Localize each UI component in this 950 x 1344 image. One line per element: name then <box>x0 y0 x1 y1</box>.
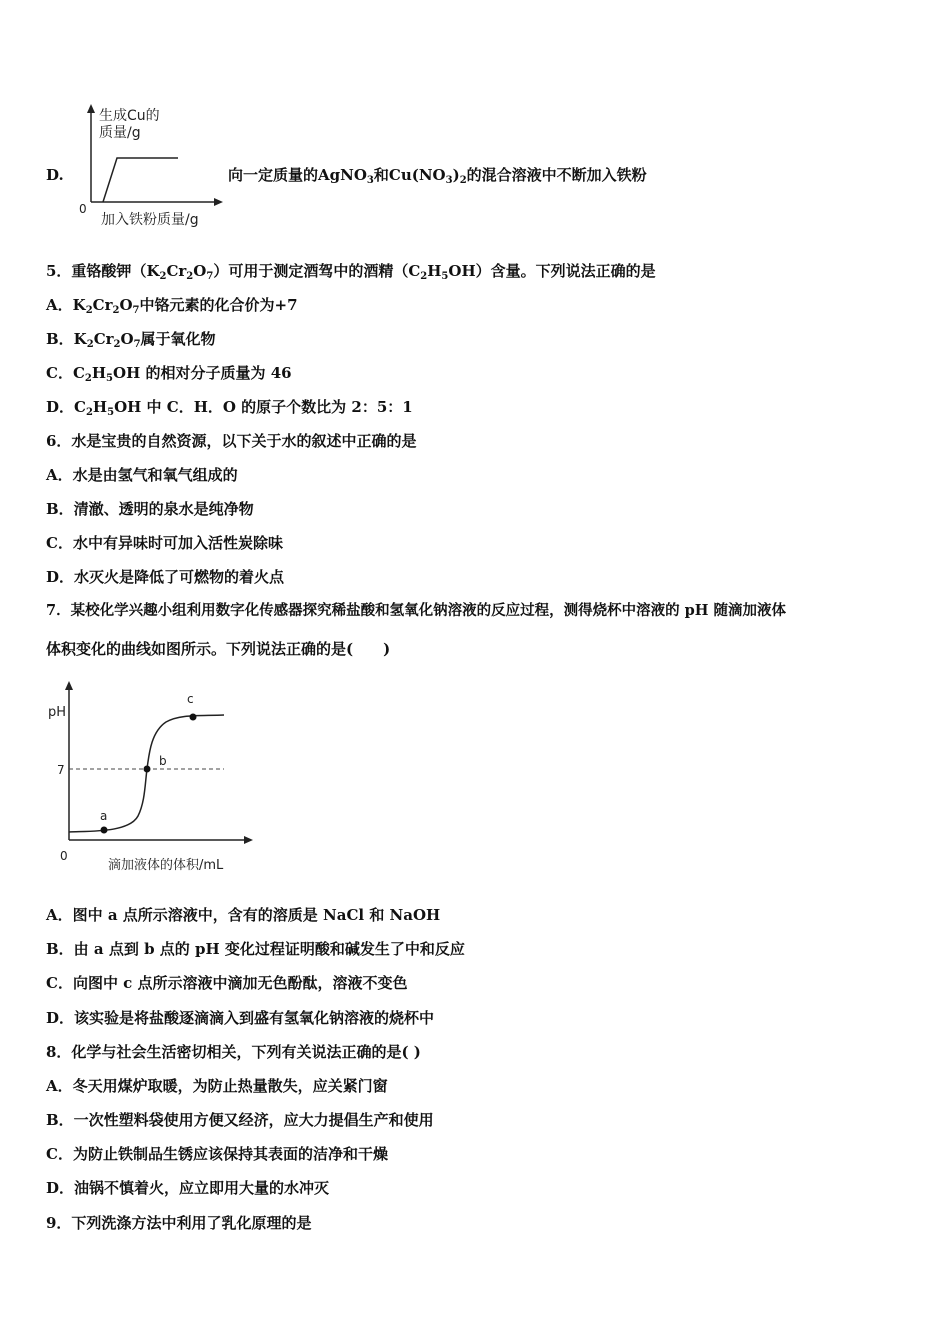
ph-xlabel: 滴加液体的体积/mL <box>108 858 224 873</box>
q5-option-d: D．$C_2H_5OH$ 中 C．H．O 的原子个数比为 2：5：1 <box>46 398 413 418</box>
ph-x-axis-arrow <box>244 836 253 844</box>
q7-option-a: A．图中 a 点所示溶液中，含有的溶质是 NaCl 和 NaOH <box>46 906 441 924</box>
point-b-marker <box>144 766 151 773</box>
point-b-label: b <box>159 754 167 768</box>
graph-ylabel-line2: 质量/g <box>99 125 141 141</box>
q7-option-b: B．由 a 点到 b 点的 pH 变化过程证明酸和碱发生了中和反应 <box>46 940 465 958</box>
q8-stem: 8．化学与社会生活密切相关，下列有关说法正确的是( ) <box>46 1043 421 1061</box>
q4-option-d-label: D. <box>46 166 64 184</box>
point-c-marker <box>190 714 197 721</box>
ph-origin: 0 <box>60 849 68 863</box>
cu-mass-curve <box>103 158 178 202</box>
q7-option-d: D．该实验是将盐酸逐滴滴入到盛有氢氧化钠溶液的烧杯中 <box>46 1009 435 1027</box>
q4-option-d-text: 向一定质量的AgNO$_3$和$Cu(NO_3)_2$的混合溶液中不断加入铁粉 <box>228 166 647 186</box>
ph-titration-curve <box>69 715 224 832</box>
ph-ylabel: pH <box>48 705 67 720</box>
point-a-label: a <box>100 809 108 823</box>
q8-option-b: B．一次性塑料袋使用方便又经济，应大力提倡生产和使用 <box>46 1111 434 1129</box>
graph-ylabel-line1: 生成Cu的 <box>99 108 160 124</box>
x-axis-arrow <box>214 198 223 206</box>
q7-ph-curve-graph <box>44 676 264 876</box>
q6-option-d: D．水灭火是降低了可燃物的着火点 <box>46 568 285 586</box>
point-c-label: c <box>187 692 194 706</box>
ph-tick-7: 7 <box>57 763 65 777</box>
y-axis-arrow <box>87 104 95 113</box>
q9-stem: 9．下列洗涤方法中利用了乳化原理的是 <box>46 1214 312 1232</box>
q6-stem: 6．水是宝贵的自然资源，以下关于水的叙述中正确的是 <box>46 432 417 450</box>
q7-stem-line2: 体积变化的曲线如图所示。下列说法正确的是( ) <box>46 640 391 658</box>
q7-stem-line1: 7．某校化学兴趣小组利用数字化传感器探究稀盐酸和氢氧化钠溶液的反应过程，测得烧杯中溶液的 pH 随滴加液体 <box>46 602 787 619</box>
graph-xlabel: 加入铁粉质量/g <box>101 212 199 228</box>
q8-option-d: D．油锅不慎着火，应立即用大量的水冲灭 <box>46 1179 330 1197</box>
q6-option-b: B．清澈、透明的泉水是纯净物 <box>46 500 254 518</box>
q6-option-a: A．水是由氢气和氧气组成的 <box>46 466 238 484</box>
q5-option-a: A．$K_2Cr_2O_7$中铬元素的化合价为+7 <box>46 296 298 316</box>
ph-y-axis-arrow <box>65 681 73 690</box>
q5-option-c: C．$C_2H_5OH$ 的相对分子质量为 46 <box>46 364 292 384</box>
q8-option-c: C．为防止铁制品生锈应该保持其表面的洁净和干燥 <box>46 1145 388 1163</box>
point-a-marker <box>101 827 108 834</box>
q4-cu-mass-graph <box>70 100 230 232</box>
q5-stem: 5．重铬酸钾$(K_2Cr_2O_7)$可用于测定酒驾中的酒精$(C_2H_5OH)$含量。下列说法正确的是 <box>46 262 656 282</box>
q8-option-a: A．冬天用煤炉取暖，为防止热量散失，应关紧门窗 <box>46 1077 388 1095</box>
q6-option-c: C．水中有异味时可加入活性炭除味 <box>46 534 283 552</box>
q5-option-b: B．$K_2Cr_2O_7$属于氧化物 <box>46 330 216 350</box>
graph-origin: 0 <box>79 202 87 216</box>
q7-option-c: C．向图中 c 点所示溶液中滴加无色酚酞，溶液不变色 <box>46 974 408 992</box>
